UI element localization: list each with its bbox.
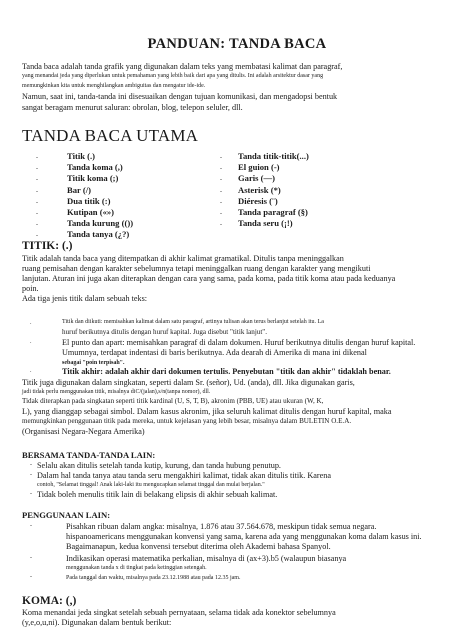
koma-line-2: (y,e,o,u,ni). Digunakan dalam bentuk berikut: bbox=[22, 618, 172, 627]
titik-para-3: Tidak diterapkan pada singkatan seperti titik kardinal (U, S, T, B), akronim (PBB, UE) atau ukuran (W, K, bbox=[22, 397, 324, 405]
koma-line-1: Koma menandai jeda singkat setelah sebuah pernyataan, selama tidak ada konektor sebelumnya bbox=[22, 608, 336, 617]
bersama-bullet-2a: Dalam hal tanda tanya atau tanda seru mengakhiri kalimat, tidak akan ditulis titik. Karena bbox=[37, 471, 331, 480]
titik-bullet-2a: El punto dan apart: memisahkan paragraf di dalam dokumen. Huruf berikutnya ditulis dengan huruf kapital. bbox=[62, 338, 416, 347]
list-item-right: Diéresis (¨) bbox=[238, 196, 278, 206]
list-bullet: . bbox=[220, 162, 222, 171]
titik-line-2: ruang pemisahan dengan karakter sebelumnya tetapi meninggalkan ruang dengan karakter yang mengikuti bbox=[22, 264, 371, 273]
bersama-bullet-2b: contoh, "Selamat tinggal! Anak laki-laki itu mengucapkan selamat tinggal dan mulai berjalan." bbox=[37, 482, 265, 488]
titik-bullet-1b: huruf berikutnya ditulis dengan huruf kapital. Juga disebut "titik lanjut". bbox=[62, 328, 267, 336]
list-bullet: - bbox=[30, 491, 32, 497]
list-bullet: - bbox=[30, 555, 32, 561]
titik-line-1: Titik adalah tanda baca yang ditempatkan di akhir kalimat gramatikal. Ditulis tanpa meninggalkan bbox=[22, 254, 344, 263]
list-bullet: . bbox=[220, 185, 222, 194]
koma-heading: KOMA: (,) bbox=[22, 595, 77, 607]
list-item-right: Tanda seru (¡!) bbox=[238, 218, 293, 228]
list-item-right: Tanda paragraf (§) bbox=[238, 207, 308, 217]
list-bullet: . bbox=[30, 368, 32, 374]
list-bullet: . bbox=[36, 185, 38, 194]
penggunaan-bullet-1c: Bagaimanapun, kedua konvensi tersebut diterima oleh Akademi bahasa Spanyol. bbox=[66, 542, 331, 551]
titik-para-5: memungkinkan penggunaan titik pada mereka, untuk kejelasan yang lebih besar, misalnya dalam BULETIN O.E.A. bbox=[22, 417, 352, 425]
penggunaan-bullet-1a: Pisahkan ribuan dalam angka: misalnya, 1.876 atau 37.564.678, meskipun tidak semua negara. bbox=[66, 522, 377, 531]
list-bullet: . bbox=[36, 207, 38, 216]
titik-line-5: Ada tiga jenis titik dalam sebuah teks: bbox=[22, 294, 148, 303]
intro-line-4: Namun, saat ini, tanda-tanda ini disesuaikan dengan tujuan komunikasi, dan mengadopsi bentuk bbox=[22, 92, 338, 101]
penggunaan-heading: PENGGUNAAN LAIN: bbox=[22, 510, 111, 520]
main-heading: TANDA BACA UTAMA bbox=[22, 126, 199, 145]
list-item-left: Tanda tanya (¿?) bbox=[67, 229, 130, 239]
list-item-right: Tanda titik-titik(...) bbox=[238, 151, 309, 161]
penggunaan-bullet-3: Pada tanggal dan waktu, misalnya pada 23.12.1988 atau pada 12.35 jam. bbox=[66, 575, 241, 581]
list-bullet: . bbox=[220, 151, 222, 160]
intro-line-2: yang menandai jeda yang diperlukan untuk pemahaman yang lebih baik dari apa yang ditulis. Ini adalah arsitektur dasar yang bbox=[22, 73, 324, 79]
bersama-heading: BERSAMA TANDA-TANDA LAIN: bbox=[22, 450, 156, 460]
list-bullet: - bbox=[30, 523, 32, 529]
titik-para-2: jadi tidak perlu menggunakan titik, misalnya diC/(jalan),s/n(tanpa nomor), dll. bbox=[22, 389, 211, 395]
titik-bullet-2b: Umumnya, terdapat indentasi di baris berikutnya. Ada dearah di Amerika di mana ini dikenal bbox=[62, 348, 367, 357]
list-item-left: Dua titik (:) bbox=[67, 196, 111, 206]
list-bullet: - bbox=[30, 472, 32, 478]
titik-bullet-2c: sebagai "poin terpisah". bbox=[62, 360, 125, 366]
titik-bullet-3: Titik akhir: adalah akhir dari dokumen tertulis. Penyebutan "titik dan akhir" tidaklah benar. bbox=[62, 367, 391, 376]
bersama-bullet-1: Selalu akan ditulis setelah tanda kutip, kurung, dan tanda hubung penutup. bbox=[37, 461, 281, 470]
list-bullet: . bbox=[36, 218, 38, 227]
intro-line-5: sangat beragam menurut saluran: obrolan, blog, telepon seluler, dll. bbox=[22, 103, 243, 112]
list-bullet: . bbox=[220, 173, 222, 182]
list-bullet: - bbox=[30, 574, 32, 580]
titik-para-1: Titik juga digunakan dalam singkatan, seperti dalam Sr. (señor), Ud. (anda), dll. Jika digunakan garis, bbox=[22, 378, 355, 387]
list-bullet: . bbox=[36, 229, 38, 238]
penggunaan-bullet-1b: hispanoamericans menggunakan konvensi yang sama, karena ada yang menggunakan koma dalam kasus ini. bbox=[66, 532, 422, 541]
list-item-right: Asterisk (*) bbox=[238, 185, 281, 195]
intro-line-1: Tanda baca adalah tanda grafik yang digunakan dalam teks yang membatasi kalimat dan paragraf, bbox=[22, 62, 343, 71]
list-bullet: . bbox=[220, 207, 222, 216]
list-item-left: Bar (/) bbox=[67, 185, 91, 195]
penggunaan-bullet-2a: Indikasikan operasi matematika perkalian, misalnya di (ax+3).b5 (walaupun biasanya bbox=[66, 554, 347, 563]
list-item-left: Tanda koma (,) bbox=[67, 162, 123, 172]
intro-line-3: memungkinkan kita untuk menghilangkan ambiguitas dan mengatur ide-ide. bbox=[22, 83, 206, 89]
titik-line-4: poin. bbox=[22, 284, 39, 293]
list-item-right: Garis (—) bbox=[238, 173, 275, 183]
list-bullet: . bbox=[220, 218, 222, 227]
titik-para-4: L), yang dianggap sebagai simbol. Dalam kasus akronim, jika seluruh kalimat ditulis dengan huruf kapital, maka bbox=[22, 407, 392, 416]
titik-para-6: (Organisasi Negara-Negara Amerika) bbox=[22, 427, 145, 436]
list-bullet: . bbox=[36, 196, 38, 205]
list-item-left: Titik (.) bbox=[67, 151, 96, 161]
titik-heading: TITIK: (.) bbox=[22, 240, 73, 252]
page-title: PANDUAN: TANDA BACA bbox=[147, 36, 327, 52]
list-bullet: . bbox=[30, 320, 32, 326]
list-item-right: El guion (-) bbox=[238, 162, 280, 172]
titik-line-3: lanjutan. Aturan ini juga akan diterapkan dengan cara yang sama, pada koma, pada titik koma atau pada keduanya bbox=[22, 274, 396, 283]
bersama-bullet-3: Tidak boleh menulis titik lain di belakang elipsis di akhir sebuah kalimat. bbox=[37, 490, 278, 499]
list-item-left: Titik koma (;) bbox=[67, 173, 119, 183]
list-item-left: Kutipan («») bbox=[67, 207, 115, 217]
list-bullet: . bbox=[36, 162, 38, 171]
list-bullet: . bbox=[36, 151, 38, 160]
penggunaan-bullet-2b: menggunakan tanda x di tingkat pada ketinggian setengah. bbox=[66, 565, 207, 571]
list-bullet: . bbox=[36, 173, 38, 182]
list-bullet: . bbox=[220, 196, 222, 205]
list-bullet: - bbox=[30, 462, 32, 468]
list-item-left: Tanda kurung (()) bbox=[67, 218, 134, 228]
titik-bullet-1a: Titik dan diikuti: memisahkan kalimat dalam satu paragraf, artinya tulisan akan terus berlanjut setelah itu. La bbox=[62, 319, 324, 325]
list-bullet: . bbox=[30, 339, 32, 345]
